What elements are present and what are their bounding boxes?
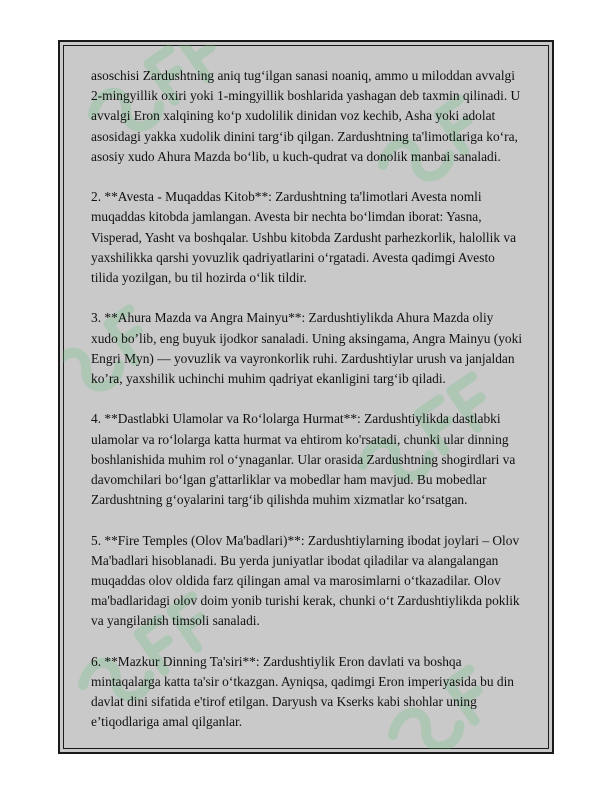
paragraph-intro: asoschisi Zardushtning aniq tug‘ilgan sanasi noaniq, ammo u miloddan avvalgi 2-mingyillik oxiri yoki 1-mingyillik boshlarida yashagan deb taxmin qilinadi. U avvalgi Eron xalqining ko‘p xudolilik dinidan voz kechib, Asha yoki adolat asosidagi yakka xudolik dinini targ‘ib qilgan. Zardushtning ta'limotlariga ko‘ra, asosiy xudo Ahura Mazda bo‘lib, u kuch-qudrat va donolik manbai sanaladi. [91,68,521,164]
paragraph-influence: 6. **Mazkur Dinning Ta'siri**: Zardushtiylik Eron davlati va boshqa mintaqalarga katta ta'sir o‘tkazgan. Ayniqsa, qadimgi Eron imperiyasida bu din davlat dini sifatida e'tirof etilgan. Daryush va Kserks kabi shohlar uning e’tiqodlariga amal qilganlar. [91,653,514,730]
paragraph-fire-temples: 5. **Fire Temples (Olov Ma'badlari)**: Zardushtiylarning ibodat joylari – Olov Ma'badlari hisoblanadi. Bu yerda juniyatlar ibodat qiladilar va alangalangan muqaddas olov oldida farz qilingan amal va marosimlarni o‘tkazadilar. Olov ma'badlaridagi olov doim yonib turishi kerak, chunki o‘t Zardushtiylikda poklik va yangilanish timsoli sanaladi. [91,532,520,629]
paragraph-avesta: 2. **Avesta - Muqaddas Kitob**: Zardushtning ta'limotlari Avesta nomli muqaddas kitobda jamlangan. Avesta bir nechta bo‘limdan iborat: Yasna, Visperad, Yasht va boshqalar. Ushbu kitobda Zardusht parhezkorlik, halollik va yaxshilikka qarshi yovuzlik qadriyatlarini o‘rgatadi. Avesta qadimgi Avesto tilida yozilgan, bu til hozirda o‘lik tildir. [91,189,517,286]
document-body [91,66,523,753]
paragraph-ulamolar: 4. **Dastlabki Ulamolar va Ro‘lolarga Hurmat**: Zardushtiylikda dastlabki ulamolar va ro‘lolarga katta hurmat va ehtirom ko'rsatadi, chunki ular dinning boshlanishida muhim rol o‘ynaganlar. Ular orasida Zardushtning shogirdlari va davomchilari bo‘lgan g'attarliklar va mobedlar ham mavjud. Bu mobedlar Zardushtning g‘oyalarini targ‘ib qilishda muhim xizmatlar ko‘rsatgan. [91,411,516,508]
paragraph-ahura-mazda: 3. **Ahura Mazda va Angra Mainyu**: Zardushtiylikda Ahura Mazda oliy xudo bo’lib, eng buyuk ijodkor sanaladi. Uning aksingama, Angra Mainyu (yoki Engri Myn) — yovuzlik va vayronkorlik ruhi. Zardushtiylar urush va janjaldan ko’ra, yaxshilik uchinchi muhim qadriyat ekanligini targ‘ib qiladi. [91,310,523,387]
